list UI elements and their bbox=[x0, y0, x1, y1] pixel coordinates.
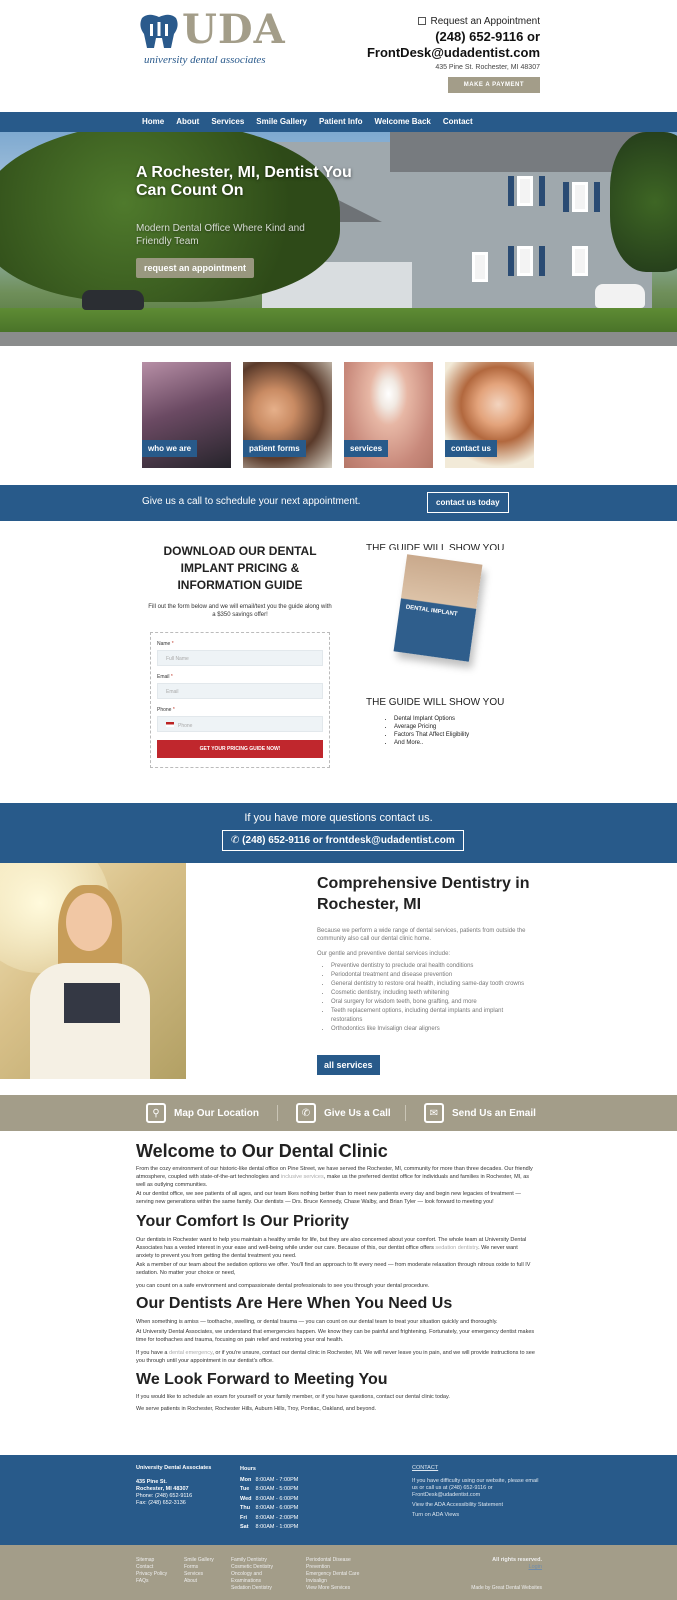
phone-field[interactable] bbox=[157, 716, 323, 732]
welcome-paragraph: At our dentist office, we see patients of all ages, and our team likes nothing better than to meet new patients every day and begin new legacies of treatment — serving new generations within the same family. Our dentists — Drs. Bruce Kennedy, Chase Walby, and Brian Tyler — look forward to meeting you! bbox=[136, 1191, 521, 1205]
services-list bbox=[331, 962, 531, 1034]
footer-link[interactable]: Prevention bbox=[306, 1564, 330, 1570]
email-field[interactable]: Email bbox=[157, 683, 323, 699]
questions-text: If you have more questions contact us. bbox=[244, 812, 433, 824]
call-banner bbox=[0, 485, 677, 521]
hours-row: Wed 8:00AM - 6:00PM bbox=[240, 1495, 299, 1502]
phone-icon: ✆ bbox=[231, 835, 243, 846]
footer-link[interactable]: Forms bbox=[184, 1564, 199, 1570]
guide-heading: DOWNLOAD OUR DENTAL IMPLANT PRICING & INFORMATION GUIDE bbox=[163, 544, 317, 592]
action-bar bbox=[0, 1095, 677, 1131]
footer-link[interactable]: Periodontal Disease bbox=[306, 1557, 351, 1563]
made-by-credit[interactable]: Made by Great Dental Websites bbox=[471, 1585, 542, 1591]
map-pin-icon: ⚲ bbox=[146, 1103, 166, 1123]
tile-services[interactable] bbox=[344, 362, 433, 468]
footer-links-4 bbox=[306, 1557, 359, 1592]
hero-banner bbox=[0, 132, 677, 346]
site-header bbox=[0, 0, 677, 112]
give-call-link[interactable] bbox=[296, 1103, 391, 1123]
tile-label: contact us bbox=[445, 440, 497, 457]
map-location-label: Map Our Location bbox=[174, 1107, 259, 1119]
comprehensive-subintro: Our gentle and preventive dental services include: bbox=[317, 951, 451, 957]
list-item: • Oral surgery for wisdom teeth, bone grafting, and more bbox=[331, 998, 531, 1007]
header-email[interactable]: FrontDesk@udadentist.com bbox=[366, 45, 540, 60]
comfort-paragraph: Ask a member of our team about the sedation options we offer. You'll find an approach to fit every need — from moderate relaxation through nitrous oxide to full IV sedation. No matter your choice or need, bbox=[136, 1262, 531, 1276]
footer-link[interactable]: Services bbox=[184, 1571, 204, 1577]
tile-patient-forms[interactable] bbox=[243, 362, 332, 468]
hero-subtitle: Modern Dental Office Where Kind and Friendly Team bbox=[136, 223, 305, 247]
calendar-icon bbox=[418, 17, 426, 25]
footer-hours bbox=[240, 1465, 298, 1533]
name-label: Name * bbox=[157, 641, 174, 647]
name-field[interactable]: Full Name bbox=[157, 650, 323, 666]
comfort-paragraph: you can count on a safe environment and compassionate dental professionals to see you through your dental procedure. bbox=[136, 1283, 430, 1289]
implant-guide-section bbox=[0, 521, 677, 803]
phone-label: Phone * bbox=[157, 707, 175, 713]
site-footer bbox=[0, 1455, 677, 1545]
footer-links-3 bbox=[231, 1557, 273, 1592]
list-item: • Periodontal treatment and disease prevention bbox=[331, 971, 531, 980]
footer-link[interactable]: FAQs bbox=[136, 1578, 149, 1584]
header-contact bbox=[300, 16, 540, 93]
footer-link[interactable]: Family Dentistry bbox=[231, 1557, 267, 1563]
smiling-woman-photo bbox=[0, 863, 186, 1079]
footer-practice-name: University Dental Associates bbox=[136, 1465, 212, 1471]
tile-contact-us[interactable] bbox=[445, 362, 534, 468]
footer-address bbox=[136, 1465, 211, 1507]
meeting-paragraph: If you would like to schedule an exam for yourself or your family member, or if you have questions, contact our dental clinic today. bbox=[136, 1394, 450, 1400]
tile-label: patient forms bbox=[243, 440, 306, 457]
hours-title: Hours bbox=[240, 1466, 256, 1472]
tile-label: services bbox=[344, 440, 388, 457]
quick-links bbox=[142, 362, 534, 468]
footer-street: 435 Pine St. bbox=[136, 1479, 167, 1485]
meeting-paragraph: We serve patients in Rochester, Rochester Hills, Auburn Hills, Troy, Pontiac, Oakland, and beyond. bbox=[136, 1406, 377, 1412]
get-pricing-guide-button[interactable]: GET YOUR PRICING GUIDE NOW! bbox=[157, 740, 323, 758]
hours-row: Thu 8:00AM - 6:00PM bbox=[240, 1505, 299, 1511]
ada-views-link[interactable]: Turn on ADA Views bbox=[412, 1512, 460, 1518]
sedation-dentistry-link[interactable]: sedation dentistry bbox=[435, 1245, 479, 1251]
list-item: • Dental Implant Options bbox=[394, 715, 469, 723]
nav-services[interactable]: Services bbox=[211, 117, 245, 126]
footer-contact bbox=[412, 1465, 542, 1522]
questions-banner bbox=[0, 803, 677, 863]
request-appointment-label: Request an Appointment bbox=[430, 16, 540, 27]
hero-road bbox=[0, 332, 677, 346]
dentists-paragraph: When something is amiss — toothache, swelling, or dental trauma — you can count on our dental team to treat your situation quickly and thoroughly. bbox=[136, 1319, 498, 1325]
phone-email-button[interactable] bbox=[222, 830, 464, 851]
give-call-label: Give Us a Call bbox=[324, 1107, 391, 1119]
email-label: Email * bbox=[157, 674, 173, 680]
list-item: • Factors That Affect Eligibility bbox=[394, 731, 469, 739]
inclusive-services-link[interactable]: inclusive services bbox=[280, 1174, 324, 1180]
hero-tree-right bbox=[610, 132, 677, 272]
sub-footer bbox=[0, 1545, 677, 1600]
list-item: • Teeth replacement options, including dental implants and implant restorations bbox=[331, 1007, 531, 1025]
nav-about[interactable]: About bbox=[176, 117, 200, 126]
dentists-heading: Our Dentists Are Here When You Need Us bbox=[136, 1295, 453, 1312]
footer-link[interactable]: Oncology and bbox=[231, 1571, 262, 1577]
phone-icon: ✆ bbox=[296, 1103, 316, 1123]
footer-city: Rochester, MI 48307 bbox=[136, 1486, 189, 1492]
list-item: • Average Pricing bbox=[394, 723, 469, 731]
copyright bbox=[492, 1557, 542, 1570]
comprehensive-intro: Because we perform a wide range of dental services, patients from outside the community also call our dental clinic home. bbox=[317, 928, 526, 942]
dentists-paragraph: If you have a dental emergency, or if you're unsure, contact our dental clinic in Rochester, MI. We will never leave you in pain, and we will provide instructions to see you through until your appointment in our dentist's office. bbox=[136, 1350, 535, 1364]
send-email-label: Send Us an Email bbox=[452, 1107, 536, 1119]
tooth-logo-icon bbox=[138, 12, 180, 50]
footer-link[interactable]: Sedation Dentistry bbox=[231, 1585, 272, 1591]
guide-list bbox=[394, 715, 469, 747]
book-title: DENTAL IMPLANT bbox=[405, 604, 458, 618]
hero-roof bbox=[390, 132, 650, 172]
hero-dark-car bbox=[82, 290, 144, 310]
guide-heading-ghost: THE GUIDE WILL SHOW YOU bbox=[366, 543, 505, 550]
footer-link[interactable]: View More Services bbox=[306, 1585, 351, 1591]
list-item: • And More.. bbox=[394, 739, 469, 747]
footer-link[interactable]: Invisalign bbox=[306, 1578, 327, 1584]
guide-form bbox=[150, 632, 330, 768]
footer-contact-title[interactable]: CONTACT bbox=[412, 1465, 439, 1471]
comfort-heading: Your Comfort Is Our Priority bbox=[136, 1213, 350, 1230]
guide-description: Fill out the form below and we will email/text you the guide along with a $350 savings offer! bbox=[148, 604, 332, 618]
welcome-heading: Welcome to Our Dental Clinic bbox=[136, 1141, 388, 1161]
site-logo[interactable] bbox=[138, 6, 288, 70]
rights-text: All rights reserved. bbox=[492, 1557, 542, 1563]
nav-patient-info[interactable]: Patient Info bbox=[318, 117, 363, 126]
phone-email-label: (248) 652-9116 or frontdesk@udadentist.com bbox=[242, 835, 455, 846]
comprehensive-section bbox=[0, 863, 677, 1095]
map-location-link[interactable] bbox=[146, 1103, 259, 1123]
welcome-section bbox=[0, 1131, 677, 1455]
dental-emergency-link[interactable]: dental emergency bbox=[169, 1350, 213, 1356]
login-link[interactable]: Login bbox=[528, 1564, 542, 1570]
hero-request-appointment-button[interactable]: request an appointment bbox=[136, 258, 254, 278]
logo-wordmark: UDA bbox=[182, 6, 286, 53]
footer-link[interactable]: Contact bbox=[136, 1564, 154, 1570]
meeting-heading: We Look Forward to Meeting You bbox=[136, 1371, 388, 1388]
hours-row: Mon 8:00AM - 7:00PM bbox=[240, 1476, 299, 1483]
list-item: • General dentistry to restore oral health, including same-day tooth crowns bbox=[331, 980, 531, 989]
all-services-button[interactable]: all services bbox=[317, 1055, 380, 1075]
hours-row: Tue 8:00AM - 5:00PM bbox=[240, 1486, 299, 1492]
implant-guide-book-image bbox=[394, 554, 483, 662]
envelope-icon: ✉ bbox=[424, 1103, 444, 1123]
guide-shows-heading: THE GUIDE WILL SHOW YOU bbox=[366, 697, 505, 708]
nav-smile-gallery[interactable]: Smile Gallery bbox=[256, 117, 307, 126]
footer-phone[interactable]: Phone: (248) 652-9116 bbox=[136, 1493, 193, 1499]
footer-link[interactable]: Examinations bbox=[231, 1578, 262, 1584]
tile-who-we-are[interactable] bbox=[142, 362, 231, 468]
request-appointment-link[interactable] bbox=[300, 16, 540, 27]
hours-row: Sat 8:00AM - 1:00PM bbox=[240, 1524, 299, 1530]
comprehensive-heading: Comprehensive Dentistry in Rochester, MI bbox=[317, 875, 530, 913]
footer-link[interactable]: Privacy Policy bbox=[136, 1571, 168, 1577]
footer-links-2 bbox=[184, 1557, 214, 1585]
footer-contact-text: If you have difficulty using our website, please email us or call us at (248) 652-9116 or FrontDesk@udadentist.com bbox=[412, 1478, 539, 1498]
footer-link[interactable]: Emergency Dental Care bbox=[306, 1571, 360, 1577]
footer-link[interactable]: Cosmetic Dentistry bbox=[231, 1564, 273, 1570]
nav-home[interactable]: Home bbox=[142, 117, 165, 126]
header-address: 435 Pine St. Rochester, MI 48307 bbox=[435, 64, 540, 71]
main-nav bbox=[0, 112, 677, 132]
comfort-paragraph: Our dentists in Rochester want to help you maintain a healthy smile for life, but they are also concerned about your comfort. The whole team at University Dental Associates has a vested interest in your ease and well-being while under our care. Because of this, our dentist office offers sedation dentistry. We never want anxiety to prevent you from getting the dental treatment you need. bbox=[136, 1237, 527, 1259]
list-item: • Preventive dentistry to preclude oral health conditions bbox=[331, 962, 531, 971]
welcome-paragraph: From the cozy environment of our historic-like dental office on Pine Street, we have served the Rochester, MI, community for more than three decades. Our friendly atmosphere, coupled with state-of-the-art technologies and inclusive services, make us the preferred dentist office for individuals and families in Rochester, MI, as well as outlying communities. bbox=[136, 1166, 533, 1188]
phone-placeholder: Phone bbox=[178, 723, 193, 729]
us-flag-icon[interactable] bbox=[166, 722, 174, 727]
hours-row: Fri 8:00AM - 2:00PM bbox=[240, 1514, 299, 1521]
contact-us-today-button[interactable]: contact us today bbox=[427, 492, 509, 513]
hero-title: A Rochester, MI, Dentist You Can Count On bbox=[136, 164, 352, 199]
list-item: • Cosmetic dentistry, including teeth whitening bbox=[331, 989, 531, 998]
footer-links-1 bbox=[136, 1557, 167, 1585]
hero-white-car bbox=[595, 284, 645, 308]
call-banner-text: Give us a call to schedule your next appointment. bbox=[142, 496, 361, 507]
ada-statement-link[interactable]: View the ADA Accessibility Statement bbox=[412, 1502, 503, 1508]
footer-fax: Fax: (248) 652-3136 bbox=[136, 1500, 186, 1506]
make-payment-button[interactable]: MAKE A PAYMENT bbox=[448, 77, 540, 93]
footer-link[interactable]: About bbox=[184, 1578, 198, 1584]
footer-link[interactable]: Sitemap bbox=[136, 1557, 155, 1563]
send-email-link[interactable] bbox=[424, 1103, 536, 1123]
list-item: • Orthodontics like Invisalign clear aligners bbox=[331, 1025, 531, 1034]
dentists-paragraph: At University Dental Associates, we understand that emergencies happen. We know they can be painful and frightening. Fortunately, your emergency dentist makes time for toothaches and trauma, focusing on pain relief and restoring your oral health. bbox=[136, 1329, 535, 1343]
footer-link[interactable]: Smile Gallery bbox=[184, 1557, 214, 1563]
logo-tagline: university dental associates bbox=[144, 54, 266, 66]
header-phone[interactable]: (248) 652-9116 or bbox=[435, 29, 540, 44]
nav-contact[interactable]: Contact bbox=[442, 117, 473, 126]
tile-label: who we are bbox=[142, 440, 197, 457]
nav-welcome-back[interactable]: Welcome Back bbox=[374, 117, 431, 126]
